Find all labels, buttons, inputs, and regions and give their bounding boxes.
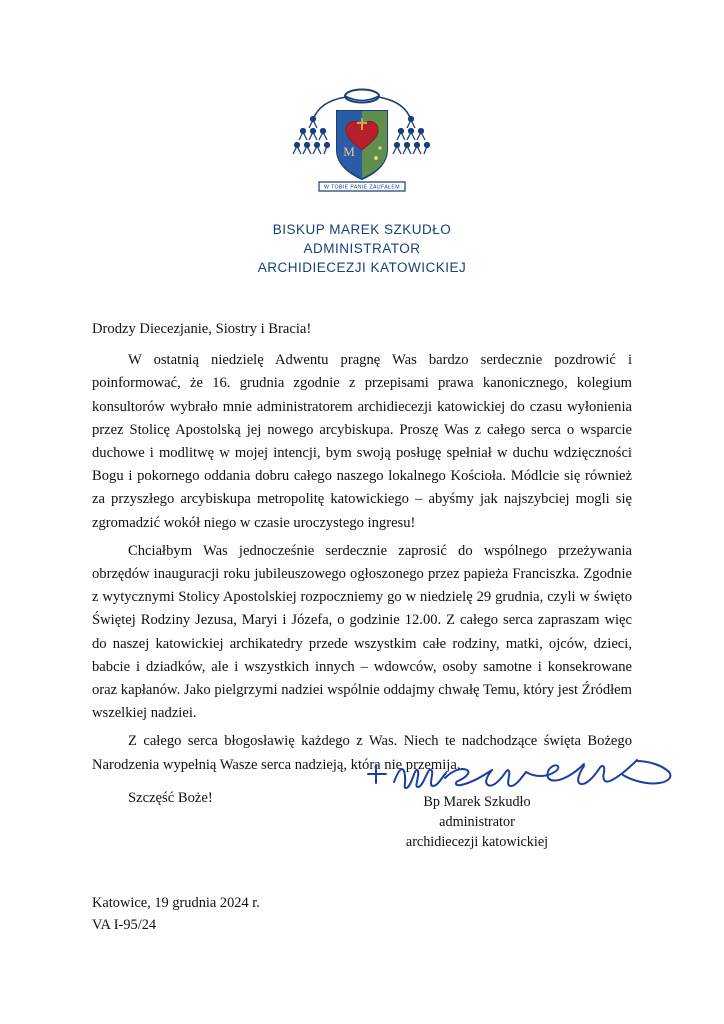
letterhead-line-2: ADMINISTRATOR bbox=[303, 241, 421, 256]
paragraph-3: Z całego serca błogosławię każdego z Was. Niech te nadchodzące święta Bożego Narodzenia wypełnią Wasze serca nadzieją, która nie przemija. bbox=[92, 733, 632, 773]
footer-block bbox=[92, 892, 260, 936]
signatory-name: Bp Marek Szkudło bbox=[423, 794, 531, 810]
paragraph-1: W ostatnią niedzielę Adwentu pragnę Was bardzo serdecznie pozdrowić i poinformować, że 16. grudnia zgodnie z przepisami prawa kanonicznego, kolegium konsultorów wybrało mnie administratorem archidiecezji katowickiej do czasu wyłonienia przez Stolicę Apostolską jej nowego arcybiskupa. Proszę Was z całego serca o wsparcie duchowe i modlitwę w mojej intencji, bym swoją posługę spełniał w duchu wdzięczności Bogu i pokornego oddania dobru całego naszego lokalnego Kościoła. Módlcie się również za przyszłego arcybiskupa metropolitę katowickiego – abyśmy jak najszybciej mogli się zgromadzić wokół niego w czasie uroczystego ingresu! bbox=[92, 352, 632, 531]
reference-number: VA I-95/24 bbox=[92, 917, 157, 933]
closing-line: Szczęść Boże! bbox=[128, 789, 213, 806]
signature-name-block bbox=[322, 792, 632, 852]
signatory-role-1: administrator bbox=[439, 814, 515, 830]
svg-text:M: M bbox=[343, 144, 355, 159]
letterhead-line-1: BISKUP MAREK SZKUDŁO bbox=[272, 222, 452, 237]
letter-body bbox=[92, 318, 632, 810]
place-and-date: Katowice, 19 grudnia 2024 r. bbox=[92, 895, 260, 911]
bishop-coat-of-arms-icon bbox=[267, 78, 457, 208]
paragraph-2: Chciałbym Was jednocześnie serdecznie zaprosić do wspólnego przeżywania obrzędów inauguracji roku jubileuszowego ogłoszonego przez papieża Franciszka. Zgodnie z wytycznymi Stolicy Apostolskiej rozpoczniemy go w niedzielę 29 grudnia, czyli w święto Świętej Rodziny Jezusa, Maryi i Józefa, o godzinie 12.00. Z całego serca zapraszam więc do naszej katowickiej archikatedry przede wszystkim całe rodziny, matki, ojców, dzieci, babcie i dziadków, ale i wszystkich innych – wdowców, osoby samotne i konsekrowane oraz kapłanów. Jako pielgrzymi nadziei wspólnie oddajmy chwałę Temu, który jest Źródłem wszelkiej nadziei. bbox=[92, 542, 632, 722]
signature-area bbox=[92, 752, 632, 862]
crest-motto-text: W TOBIE PANIE ZAUFAŁEM bbox=[324, 184, 400, 191]
signatory-role-2: archidiecezji katowickiej bbox=[405, 834, 549, 850]
letterhead-line-3: ARCHIDIECEZJI KATOWICKIEJ bbox=[257, 260, 467, 275]
letterhead-title bbox=[0, 220, 724, 277]
salutation: Drodzy Diecezjanie, Siostry i Bracia! bbox=[92, 321, 312, 337]
coat-of-arms-container bbox=[0, 78, 724, 208]
